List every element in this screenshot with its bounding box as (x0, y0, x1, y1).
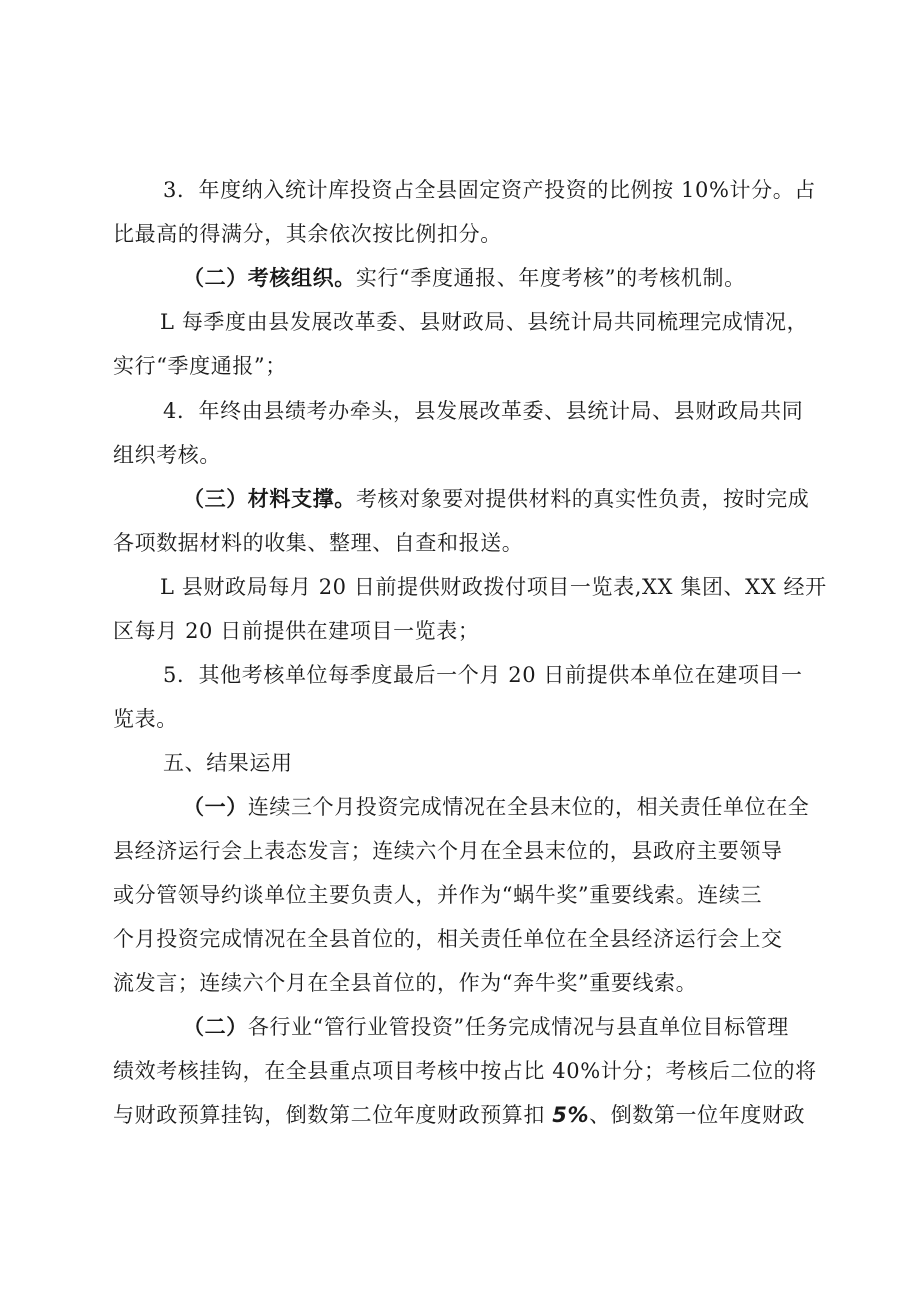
percent-emphasis: 5% (552, 1103, 590, 1127)
line-text: 各项数据材料的收集、整理、自查和报送。 (113, 531, 524, 555)
line-text: 各行业“管行业管投资”任务完成情况与县直单位目标管理 (247, 1015, 789, 1039)
line-text: 流发言；连续六个月在全县首位的，作为“奔牛奖”重要线索。 (113, 971, 698, 995)
heading-bold: （二）考核组织。 (183, 265, 356, 290)
subsection-2 (183, 1013, 789, 1041)
paragraph-line-13 (113, 705, 178, 733)
paragraph-line-21 (113, 1057, 817, 1085)
paragraph-line-7 (113, 441, 221, 469)
paragraph-line-12 (163, 661, 803, 689)
line-text: 、倒数第一位年度财政 (589, 1103, 806, 1127)
paragraph-line-2 (113, 220, 502, 248)
paragraph-line-11 (113, 617, 479, 645)
line-text: 考核对象要对提供材料的真实性负责，按时完成 (355, 487, 810, 511)
paragraph-line-22 (113, 1101, 805, 1129)
line-text: 或分管领导约谈单位主要负责人，并作为“蜗牛奖”重要线索。连续三 (113, 883, 763, 907)
line-text: 县经济运行会上表态发言；连续六个月在全县末位的，县政府主要领导 (113, 839, 783, 863)
line-text: 与财政预算挂钩，倒数第二位年度财政预算扣 (113, 1103, 553, 1127)
line-text: L 县财政局每月 20 日前提供财政拨付项目一览表,XX 集团、XX 经开 (160, 575, 827, 599)
paragraph-line-5 (113, 352, 287, 380)
section-heading-2 (183, 264, 746, 292)
line-text: 实行“季度通报”； (113, 354, 287, 378)
heading-bold: （一） (183, 794, 248, 819)
line-text: 4．年终由县绩考办牵头，县发展改革委、县统计局、县财政局共同 (163, 399, 804, 423)
heading-bold: （三）材料支撑。 (183, 486, 356, 511)
paragraph-line-17 (113, 881, 762, 909)
heading-bold: （二） (183, 1014, 248, 1039)
paragraph-line-10 (160, 573, 827, 601)
section-title-5 (163, 749, 293, 777)
subsection-1 (183, 793, 809, 821)
line-text: 组织考核。 (113, 443, 221, 467)
line-text: 个月投资完成情况在全县首位的，相关责任单位在全县经济运行会上交 (113, 927, 783, 951)
paragraph-line-18 (113, 925, 783, 953)
line-text: 连续三个月投资完成情况在全县末位的，相关责任单位在全 (247, 795, 810, 819)
line-text: 实行“季度通报、年度考核”的考核机制。 (355, 266, 746, 290)
line-text: 区每月 20 日前提供在建项目一览表； (113, 619, 480, 643)
line-text: L 每季度由县发展改革委、县财政局、县统计局共同梳理完成情况， (160, 310, 809, 334)
paragraph-line-6 (163, 397, 803, 425)
line-text: 览表。 (113, 707, 178, 731)
line-text: 绩效考核挂钩，在全县重点项目考核中按占比 40%计分；考核后二位的将 (113, 1059, 817, 1083)
paragraph-line-16 (113, 837, 783, 865)
paragraph-line-9 (113, 529, 523, 557)
line-text: 比最高的得满分，其余依次按比例扣分。 (113, 222, 502, 246)
paragraph-line-1 (163, 176, 835, 204)
paragraph-line-19 (113, 969, 697, 997)
line-text: 五、结果运用 (163, 751, 293, 775)
section-heading-3 (183, 485, 809, 513)
line-text: 3．年度纳入统计库投资占全县固定资产投资的比例按 10%计分。占 (163, 178, 816, 202)
line-text: 5．其他考核单位每季度最后一个月 20 日前提供本单位在建项目一 (163, 663, 803, 687)
paragraph-line-4 (160, 308, 808, 336)
